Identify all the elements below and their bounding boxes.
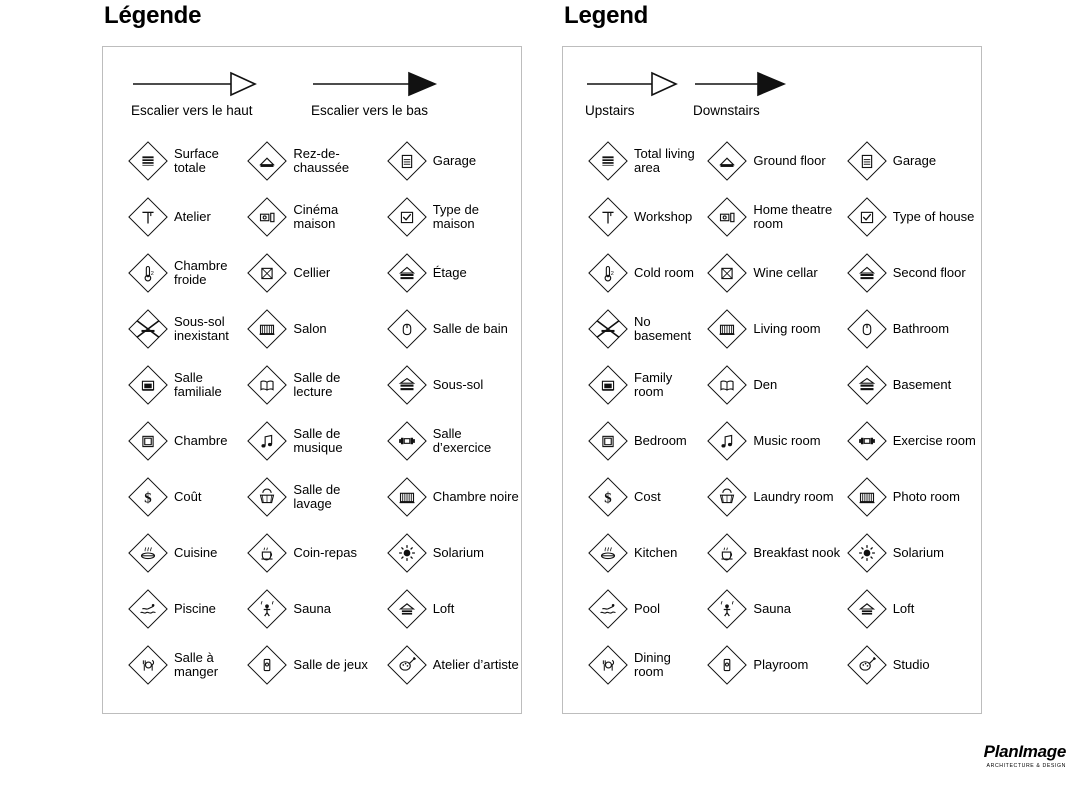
legend-item[interactable] [842, 189, 981, 245]
legend-item-label: Solarium [892, 545, 944, 560]
legend-item[interactable] [842, 357, 981, 413]
legend-item-label: Cinéma maison [293, 202, 339, 231]
no-basement-icon [589, 310, 627, 348]
legend-row [563, 469, 981, 525]
home-theatre-icon [708, 198, 746, 236]
legend-item-label: Total living area [634, 146, 695, 175]
legend-item[interactable] [702, 357, 841, 413]
legend-item[interactable] [563, 301, 702, 357]
brand-tagline: ARCHITECTURE & DESIGN [986, 763, 1066, 769]
legend-item[interactable] [563, 189, 702, 245]
legend-item-label: Pool [634, 601, 661, 616]
stairs-up-label-fr: Escalier vers le haut [131, 103, 253, 118]
legend-item[interactable] [242, 469, 381, 525]
basement-icon [848, 366, 886, 404]
legend-row [563, 189, 981, 245]
legend-item-label: Coût [174, 489, 202, 504]
kitchen-icon [129, 534, 167, 572]
garage-icon [848, 142, 886, 180]
legend-item[interactable] [103, 581, 242, 637]
no-basement-icon [129, 310, 167, 348]
bedroom-icon [589, 422, 627, 460]
arrow-solid-right-icon [311, 69, 491, 99]
legend-item[interactable] [702, 245, 841, 301]
legend-row [103, 301, 521, 357]
living-room-icon [248, 310, 286, 348]
music-room-icon [708, 422, 746, 460]
loft-icon [848, 590, 886, 628]
legend-item-label: Studio [892, 657, 930, 672]
workshop-icon [129, 198, 167, 236]
legend-row [563, 133, 981, 189]
legend-row [563, 525, 981, 581]
legend-item[interactable] [702, 133, 841, 189]
legend-item-label: Rez-de-chaussée [293, 146, 350, 175]
legend-item[interactable] [563, 469, 702, 525]
svg-text:2: 2 [150, 270, 154, 277]
legend-item-label: Salle à manger [174, 650, 219, 679]
legend-item[interactable] [382, 637, 521, 693]
legend-item[interactable] [702, 469, 841, 525]
legend-item-label: Sous-sol [432, 377, 484, 392]
legend-item[interactable] [563, 581, 702, 637]
legend-item-label: Cost [634, 489, 661, 504]
sauna-icon [248, 590, 286, 628]
laundry-room-icon [708, 478, 746, 516]
legend-item-label: Den [753, 377, 778, 392]
legend-item-label: Salle d’exercice [432, 426, 492, 455]
sauna-icon [708, 590, 746, 628]
bedroom-icon [129, 422, 167, 460]
legend-item-label: Sauna [753, 601, 791, 616]
dining-room-icon [589, 646, 627, 684]
legend-item[interactable] [103, 413, 242, 469]
legend-item[interactable] [563, 413, 702, 469]
loft-icon [388, 590, 426, 628]
legend-item-label: Laundry room [753, 489, 834, 504]
legend-item-label: Chambre [174, 433, 228, 448]
legend-item-label: Chambre noire [432, 489, 519, 504]
pool-icon [589, 590, 627, 628]
legend-item-label: Garage [432, 153, 477, 168]
legend-item-label: Basement [892, 377, 952, 392]
legend-item-label: Cuisine [174, 545, 218, 560]
cold-room-icon [589, 254, 627, 292]
laundry-room-icon [248, 478, 286, 516]
stairs-down-en [693, 69, 873, 118]
legend-row [103, 413, 521, 469]
kitchen-icon [589, 534, 627, 572]
exercise-room-icon [848, 422, 886, 460]
legend-item[interactable] [382, 413, 521, 469]
legend-item[interactable] [842, 637, 981, 693]
solarium-icon [388, 534, 426, 572]
legend-row [103, 189, 521, 245]
legend-item-label: Atelier d’artiste [432, 657, 519, 672]
legend-item[interactable] [103, 357, 242, 413]
legend-item-label: Solarium [432, 545, 484, 560]
legend-item[interactable] [702, 637, 841, 693]
bathroom-icon [388, 310, 426, 348]
den-icon [708, 366, 746, 404]
legend-item[interactable] [702, 581, 841, 637]
legend-panel-en [562, 46, 982, 714]
type-of-house-icon [848, 198, 886, 236]
legend-item[interactable] [242, 245, 381, 301]
legend-item[interactable] [103, 637, 242, 693]
cost-icon [129, 478, 167, 516]
workshop-icon [589, 198, 627, 236]
stairs-up-fr [131, 69, 311, 118]
legend-item-label: Home theatre room [753, 202, 833, 231]
legend-item[interactable] [242, 581, 381, 637]
legend-item-label: Salle de musique [293, 426, 343, 455]
legend-item-label: Ground floor [753, 153, 826, 168]
basement-icon [388, 366, 426, 404]
bathroom-icon [848, 310, 886, 348]
legend-row [103, 357, 521, 413]
total-living-area-icon [589, 142, 627, 180]
photo-room-icon [388, 478, 426, 516]
wine-cellar-icon [708, 254, 746, 292]
home-theatre-icon [248, 198, 286, 236]
ground-floor-icon [248, 142, 286, 180]
legend-item[interactable] [842, 245, 981, 301]
type-of-house-icon [388, 198, 426, 236]
legend-row [563, 413, 981, 469]
legend-row [103, 133, 521, 189]
legend-item[interactable] [242, 637, 381, 693]
legend-item-label: Bathroom [892, 321, 950, 336]
legend-item[interactable] [242, 357, 381, 413]
legend-item[interactable] [842, 301, 981, 357]
legend-item-label: Wine cellar [753, 265, 818, 280]
legend-item[interactable] [563, 637, 702, 693]
legend-item-label: Loft [892, 601, 915, 616]
second-floor-icon [388, 254, 426, 292]
dining-room-icon [129, 646, 167, 684]
legend-item-label: Sous-sol inexistant [174, 314, 229, 343]
exercise-room-icon [388, 422, 426, 460]
legend-item-label: No basement [634, 314, 692, 343]
studio-icon [388, 646, 426, 684]
legend-item[interactable] [842, 413, 981, 469]
legend-row [563, 357, 981, 413]
second-floor-icon [848, 254, 886, 292]
legend-item-label: Workshop [634, 209, 693, 224]
legend-item[interactable] [103, 525, 242, 581]
playroom-icon [248, 646, 286, 684]
breakfast-nook-icon [248, 534, 286, 572]
legend-item-label: Photo room [892, 489, 960, 504]
stairs-up-label-en: Upstairs [585, 103, 635, 118]
stairs-row-en [563, 69, 981, 141]
legend-row [103, 525, 521, 581]
solarium-icon [848, 534, 886, 572]
legend-item-label: Sauna [293, 601, 331, 616]
playroom-icon [708, 646, 746, 684]
legend-item-label: Atelier [174, 209, 211, 224]
page-title-fr: Légende [104, 2, 202, 29]
legend-item[interactable] [382, 581, 521, 637]
page-title-en: Legend [564, 2, 649, 29]
legend-item-label: Chambre froide [174, 258, 228, 287]
legend-item-label: Loft [432, 601, 455, 616]
total-living-area-icon [129, 142, 167, 180]
legend-item-label: Music room [753, 433, 821, 448]
arrow-solid-right-icon [693, 69, 873, 99]
garage-icon [388, 142, 426, 180]
legend-item-label: Exercise room [892, 433, 976, 448]
legend-item[interactable] [103, 469, 242, 525]
cost-icon [589, 478, 627, 516]
legend-item-label: Salle de bain [432, 321, 508, 336]
legend-item-label: Second floor [892, 265, 966, 280]
legend-item[interactable] [563, 245, 702, 301]
legend-row [103, 245, 521, 301]
legend-item[interactable] [103, 301, 242, 357]
legend-item[interactable] [382, 301, 521, 357]
legend-item-label: Type de maison [432, 202, 479, 231]
legend-item[interactable] [842, 525, 981, 581]
legend-item-label: Étage [432, 265, 467, 280]
den-icon [248, 366, 286, 404]
legend-item-label: Bedroom [634, 433, 687, 448]
legend-item[interactable] [702, 189, 841, 245]
family-room-icon [589, 366, 627, 404]
legend-row [563, 245, 981, 301]
legend-item[interactable] [702, 525, 841, 581]
legend-item[interactable] [382, 245, 521, 301]
legend-item[interactable] [842, 581, 981, 637]
brand-name: PlanImage [983, 742, 1066, 761]
studio-icon [848, 646, 886, 684]
legend-item[interactable] [382, 469, 521, 525]
legend-item-label: Playroom [753, 657, 809, 672]
family-room-icon [129, 366, 167, 404]
legend-item[interactable] [242, 301, 381, 357]
legend-item[interactable] [563, 525, 702, 581]
legend-item-label: Salon [293, 321, 327, 336]
music-room-icon [248, 422, 286, 460]
arrow-outline-right-icon [131, 69, 311, 99]
svg-text:$: $ [604, 490, 612, 507]
legend-panel-fr [102, 46, 522, 714]
legend-item[interactable] [842, 469, 981, 525]
stairs-down-fr [311, 69, 491, 118]
photo-room-icon [848, 478, 886, 516]
legend-row [103, 637, 521, 693]
ground-floor-icon [708, 142, 746, 180]
legend-item[interactable] [382, 133, 521, 189]
legend-item[interactable] [563, 133, 702, 189]
legend-item[interactable] [382, 189, 521, 245]
living-room-icon [708, 310, 746, 348]
legend-item[interactable] [242, 525, 381, 581]
legend-item-label: Breakfast nook [753, 545, 841, 560]
legend-item-label: Coin-repas [293, 545, 357, 560]
legend-grid-en [563, 133, 981, 693]
legend-row [563, 637, 981, 693]
legend-item-label: Piscine [174, 601, 216, 616]
legend-item[interactable] [382, 525, 521, 581]
legend-item-label: Kitchen [634, 545, 678, 560]
cold-room-icon [129, 254, 167, 292]
legend-item[interactable] [103, 133, 242, 189]
legend-item[interactable] [103, 189, 242, 245]
legend-item-label: Salle de lecture [293, 370, 341, 399]
stairs-down-label-fr: Escalier vers le bas [311, 103, 429, 118]
svg-text:$: $ [144, 490, 152, 507]
brand-logo [946, 742, 1066, 769]
legend-item[interactable] [242, 133, 381, 189]
legend-item-label: Garage [892, 153, 937, 168]
legend-row [563, 301, 981, 357]
stairs-row-fr [103, 69, 521, 141]
legend-item-label: Cold room [634, 265, 694, 280]
legend-grid-fr [103, 133, 521, 693]
legend-row [103, 469, 521, 525]
stairs-down-label-en: Downstairs [693, 103, 760, 118]
pool-icon [129, 590, 167, 628]
legend-item[interactable] [382, 357, 521, 413]
legend-item-label: Salle de jeux [293, 657, 368, 672]
legend-item-label: Surface totale [174, 146, 219, 175]
legend-item[interactable] [242, 413, 381, 469]
legend-item[interactable] [702, 413, 841, 469]
legend-item[interactable] [242, 189, 381, 245]
legend-item-label: Family room [634, 370, 673, 399]
legend-item-label: Cellier [293, 265, 331, 280]
legend-row [563, 581, 981, 637]
legend-item-label: Salle de lavage [293, 482, 341, 511]
legend-row [103, 581, 521, 637]
legend-item[interactable] [842, 133, 981, 189]
legend-item-label: Salle familiale [174, 370, 222, 399]
breakfast-nook-icon [708, 534, 746, 572]
legend-item-label: Living room [753, 321, 821, 336]
svg-text:2: 2 [610, 270, 614, 277]
wine-cellar-icon [248, 254, 286, 292]
legend-item-label: Type of house [892, 209, 975, 224]
legend-item[interactable] [702, 301, 841, 357]
legend-item[interactable] [563, 357, 702, 413]
legend-item[interactable] [103, 245, 242, 301]
legend-item-label: Dining room [634, 650, 671, 679]
